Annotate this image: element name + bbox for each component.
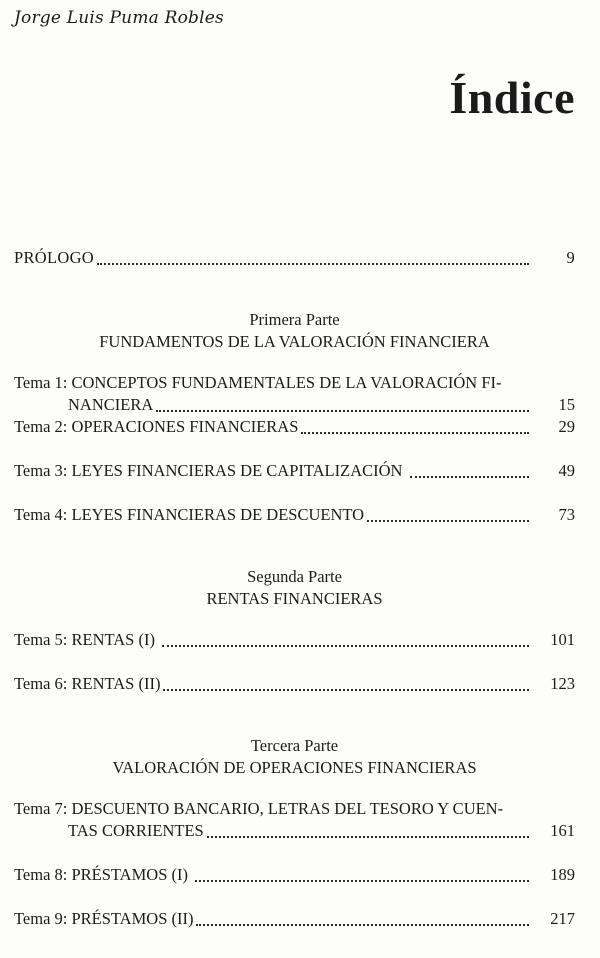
dot-leader [195, 880, 529, 882]
part-title: Tercera Parte [250, 735, 339, 755]
toc-entry [14, 908, 575, 930]
toc-entry [14, 864, 575, 886]
toc-entry-row [14, 460, 575, 482]
page-number: 217 [550, 908, 575, 928]
page-number: 189 [550, 864, 575, 884]
toc-entry-text: Tema 3: LEYES FINANCIERAS DE CAPITALIZACIÓN [14, 460, 407, 480]
dot-leader [196, 924, 529, 926]
page-number: 161 [550, 820, 575, 840]
dot-leader [162, 645, 529, 647]
page-number: 15 [558, 394, 575, 414]
dot-leader [301, 432, 529, 434]
toc-entry-text: Tema 6: RENTAS (II) [14, 673, 161, 693]
toc-part [14, 309, 575, 526]
page-number: 29 [558, 416, 575, 436]
toc-entry-text: TAS CORRIENTES [68, 820, 204, 840]
toc [14, 247, 575, 930]
toc-entry-text: Tema 2: OPERACIONES FINANCIERAS [14, 416, 299, 436]
toc-entry [14, 798, 575, 842]
toc-entry-row [14, 908, 575, 930]
toc-entry-row [14, 394, 575, 416]
part-title: Primera Parte [249, 309, 340, 329]
toc-entry-text: Tema 9: PRÉSTAMOS (II) [14, 908, 194, 928]
dot-leader [207, 836, 529, 838]
page-number: 123 [550, 673, 575, 693]
toc-entry [14, 673, 575, 695]
toc-entry-row [14, 247, 575, 269]
toc-part [14, 566, 575, 695]
page-number: 101 [550, 629, 575, 649]
toc-entry [14, 247, 575, 269]
part-subtitle: FUNDAMENTOS DE LA VALORACIÓN FINANCIERA [99, 331, 490, 351]
dot-leader [410, 476, 529, 478]
part-heading [14, 735, 575, 779]
page-number: 9 [566, 247, 575, 267]
toc-entry-row [14, 416, 575, 438]
dot-leader [156, 410, 529, 412]
toc-entry-row [14, 504, 575, 526]
toc-entry-text: NANCIERA [68, 394, 154, 414]
page-title: Índice [449, 72, 575, 123]
toc-entry-text: Tema 4: LEYES FINANCIERAS DE DESCUENTO [14, 504, 365, 524]
toc-part [14, 735, 575, 930]
part-heading [14, 566, 575, 610]
part-subtitle: VALORACIÓN DE OPERACIONES FINANCIERAS [112, 757, 477, 777]
toc-entry-row [14, 864, 575, 886]
toc-entry-text: Tema 5: RENTAS (I) [14, 629, 160, 649]
toc-entry-row [14, 820, 575, 842]
page-number: 49 [558, 460, 575, 480]
part-title: Segunda Parte [247, 566, 342, 586]
dot-leader [97, 263, 529, 265]
running-header-author: Jorge Luis Puma Robles [14, 8, 224, 28]
toc-entry [14, 372, 575, 416]
part-heading [14, 309, 575, 353]
toc-entry-text: Tema 8: PRÉSTAMOS (I) [14, 864, 193, 884]
toc-entry [14, 504, 575, 526]
toc-entry-row [14, 629, 575, 651]
dot-leader [163, 689, 529, 691]
toc-entry-text: Tema 7: DESCUENTO BANCARIO, LETRAS DEL TESORO Y CUEN- [14, 798, 504, 818]
toc-entry [14, 629, 575, 651]
toc-entry-text: PRÓLOGO [14, 247, 95, 267]
toc-entry-row [14, 673, 575, 695]
toc-entry [14, 416, 575, 438]
part-subtitle: RENTAS FINANCIERAS [206, 588, 383, 608]
toc-entry-text: Tema 1: CONCEPTOS FUNDAMENTALES DE LA VALORACIÓN FI- [14, 372, 502, 392]
toc-entry [14, 460, 575, 482]
page-number: 73 [558, 504, 575, 524]
dot-leader [367, 520, 529, 522]
